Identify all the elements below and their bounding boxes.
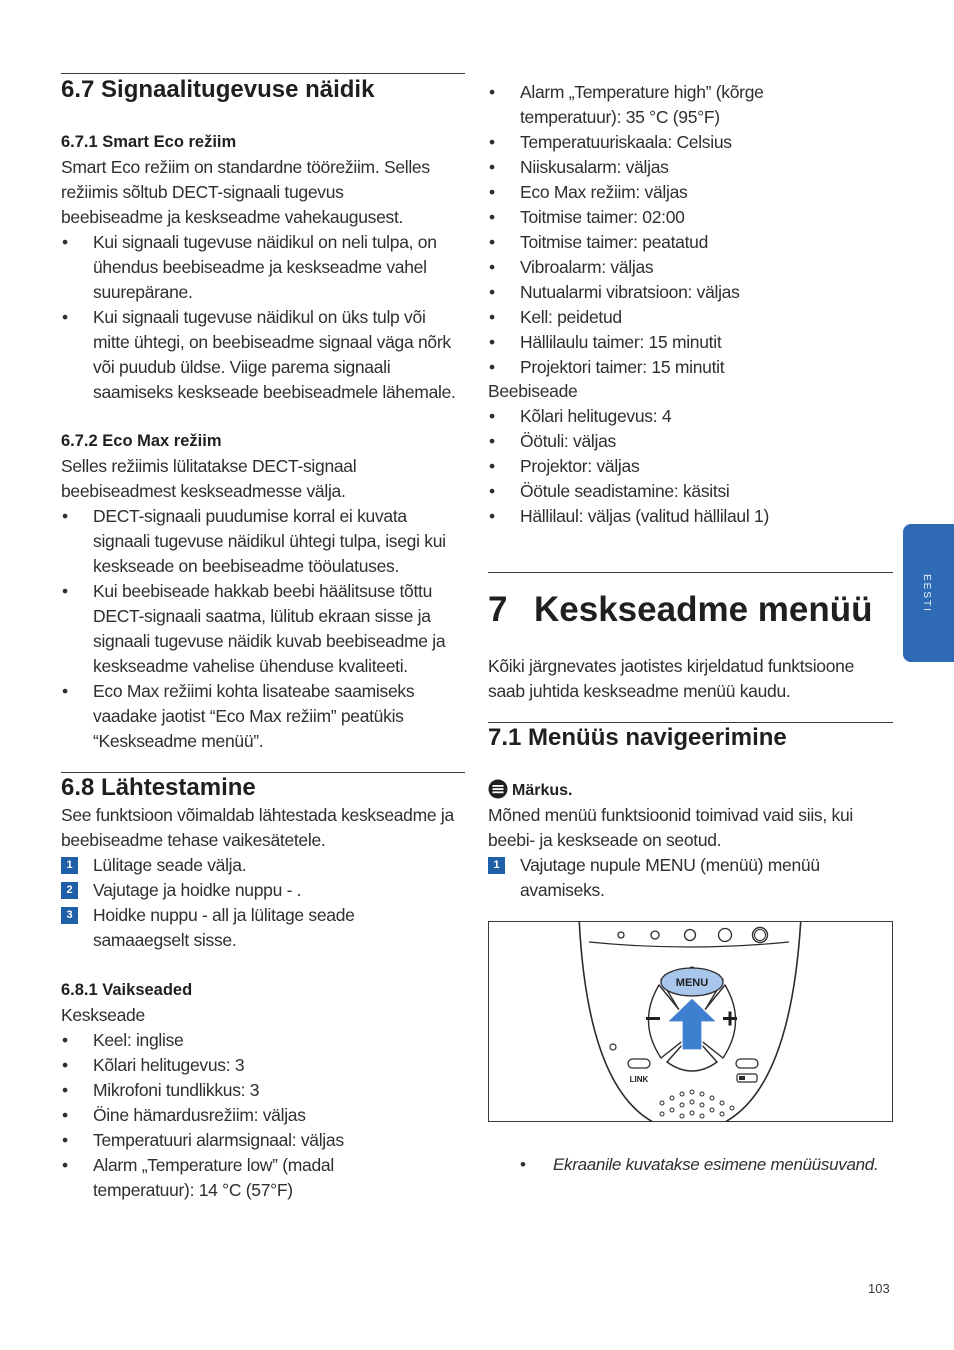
list-item: • Alarm „Temperature high” (kõrge temperatuur): 35 °C (95°F): [488, 80, 893, 130]
step-number-badge: 2: [61, 882, 78, 899]
list-item: • Alarm „Temperature low” (madal temperatuur): 14 °C (57°F): [61, 1153, 401, 1203]
list-item: • Hällilaulu taimer: 15 minutit: [488, 330, 893, 355]
list-item: • Öine hämardusrežiim: väljas: [61, 1103, 401, 1128]
step-item: [61, 878, 465, 903]
figure-caption: [520, 1152, 878, 1177]
link-button-label: LINK: [629, 1075, 649, 1084]
list-item: • Temperatuuriskaala: Celsius: [488, 130, 893, 155]
list-item: • Hällilaul: väljas (valitud hällilaul 1): [488, 504, 893, 529]
note-icon: [488, 779, 508, 799]
minus-icon: [646, 1017, 660, 1020]
list-item: • Eco Max režiimi kohta lisateabe saamiseks vaadake jaotist “Eco Max režiim” peatükis “Keskseadme menüü”.: [61, 679, 465, 754]
note-label: Märkus.: [512, 782, 573, 799]
light-button: [736, 1059, 758, 1068]
list-item: • Vibroalarm: väljas: [488, 255, 893, 280]
section-rule: [488, 722, 893, 723]
list-item: • Kui signaali tugevuse näidikul on üks tulp või mitte ühtegi, on beebiseadme signaal väga nõrk või puudub üldse. Viige parema signaali saamiseks keskseade beebiseadmele lähemale.: [61, 305, 465, 405]
list-item: • Eco Max režiim: väljas: [488, 180, 893, 205]
language-tab: [903, 524, 954, 662]
list-item: • Keel: inglise: [61, 1028, 401, 1053]
chapter-7-heading: [488, 590, 872, 630]
section-rule: [61, 772, 465, 773]
list-item: • Öötule seadistamine: käsitsi: [488, 479, 893, 504]
list-item: • Kõlari helitugevus: 3: [61, 1053, 401, 1078]
parent-unit-drawing: [489, 922, 892, 1121]
language-tab-label: EESTI: [921, 574, 932, 613]
paragraph-6-7-1: Smart Eco režiim on standardne töörežiim. Selles režiimis sõltub DECT-signaali tugevus beebiseadme ja keskseadme vahekaugusest.: [61, 157, 430, 227]
link-button: [628, 1059, 650, 1068]
indicator-light-icon: [610, 1044, 616, 1050]
indicator-light-icon: [685, 930, 696, 941]
list-item: • Kõlari helitugevus: 4: [488, 404, 893, 429]
step-text: Vajutage nupule MENU (menüü) menüü avamiseks.: [520, 855, 820, 900]
list-defaults-baby-unit: [488, 404, 893, 529]
step-number-badge: 1: [488, 857, 505, 874]
note-heading: [488, 779, 572, 800]
step-text: Lülitage seade välja.: [93, 855, 247, 875]
list-item: • Nutualarmi vibratsioon: väljas: [488, 280, 893, 305]
list-item: • Kui signaali tugevuse näidikul on neli tulpa, on ühendus beebiseadme ja keskseadme vahel suurepärane.: [61, 230, 465, 305]
chapter-rule: [488, 572, 893, 573]
subsection-6-7-1-heading: 6.7.1 Smart Eco režiim: [61, 133, 237, 151]
note-text: Mõned menüü funktsioonid toimivad vaid siis, kui beebi- ja keskseade on seotud.: [488, 805, 853, 850]
list-item: • Projektori taimer: 15 minutit: [488, 355, 893, 380]
list-item: • Öötuli: väljas: [488, 429, 893, 454]
step-item: [61, 853, 465, 878]
paragraph-6-8: See funktsioon võimaldab lähtestada keskseadme ja beebiseadme tehase vaikesätetele.: [61, 805, 454, 850]
paragraph-6-7-2: Selles režiimis lülitatakse DECT-signaal beebiseadmest keskseadmesse välja.: [61, 456, 357, 501]
step-text: Vajutage ja hoidke nuppu - .: [93, 880, 302, 900]
section-6-7-heading: 6.7 Signaalitugevuse näidik: [61, 76, 375, 103]
page-number: 103: [868, 1281, 890, 1296]
list-defaults-main-unit: [488, 80, 893, 380]
section-rule: [61, 73, 465, 74]
subsection-6-8-1-heading: 6.8.1 Vaikseaded: [61, 981, 193, 999]
list-item: • Toitmise taimer: 02:00: [488, 205, 893, 230]
paragraph-chapter-7: Kõiki järgnevates jaotistes kirjeldatud funktsioone saab juhtida keskseadme menüü kaudu.: [488, 656, 855, 701]
chapter-number: 7: [488, 590, 508, 629]
list-item: • Niiskusalarm: väljas: [488, 155, 893, 180]
menu-button-label: MENU: [675, 977, 709, 989]
list-item: • Kui beebiseade hakkab beebi häälitsuse tõttu DECT-signaali saatma, lülitub ekraan sisse ja signaali tugevuse näidik kuvab beebiseadme ja keskseadme vahelise ühenduse kvaliteeti.: [61, 579, 465, 679]
speaker-grille-icon: [660, 1090, 734, 1118]
step-item: [488, 853, 868, 903]
steps-7-1: [488, 853, 868, 903]
list-item: • DECT-signaali puudumise korral ei kuvata signaali tugevuse näidikul ühtegi tulpa, isegi kui keskseade on beebiseadme tööulatuses.: [61, 504, 465, 579]
indicator-light-icon: [618, 932, 624, 938]
list-item: • Kell: peidetud: [488, 305, 893, 330]
indicator-light-icon: [719, 929, 732, 942]
keskseade-label: Keskseade: [61, 1005, 145, 1025]
step-number-badge: 3: [61, 907, 78, 924]
list-6-7-1: [61, 230, 465, 405]
step-text: Hoidke nuppu - all ja lülitage seade samaaegselt sisse.: [93, 905, 355, 950]
section-6-8-heading: 6.8 Lähtestamine: [61, 774, 256, 801]
list-item: • Temperatuuri alarmsignaal: väljas: [61, 1128, 401, 1153]
caption-text: Ekraanile kuvatakse esimene menüüsuvand.: [553, 1155, 879, 1174]
beebiseade-label: Beebiseade: [488, 381, 578, 401]
parent-unit-illustration: [488, 921, 893, 1122]
list-item: • Projektor: väljas: [488, 454, 893, 479]
list-6-8-1: [61, 1028, 401, 1203]
list-6-7-2: [61, 504, 465, 754]
step-item: [61, 903, 465, 953]
subsection-6-7-2-heading: 6.7.2 Eco Max režiim: [61, 432, 222, 450]
section-7-1-heading: 7.1 Menüüs navigeerimine: [488, 724, 787, 751]
steps-6-8: [61, 853, 465, 953]
chapter-title: Keskseadme menüü: [534, 590, 873, 629]
indicator-light-icon: [651, 931, 659, 939]
list-item: • Mikrofoni tundlikkus: 3: [61, 1078, 401, 1103]
step-number-badge: 1: [61, 857, 78, 874]
list-item: • Toitmise taimer: peatatud: [488, 230, 893, 255]
